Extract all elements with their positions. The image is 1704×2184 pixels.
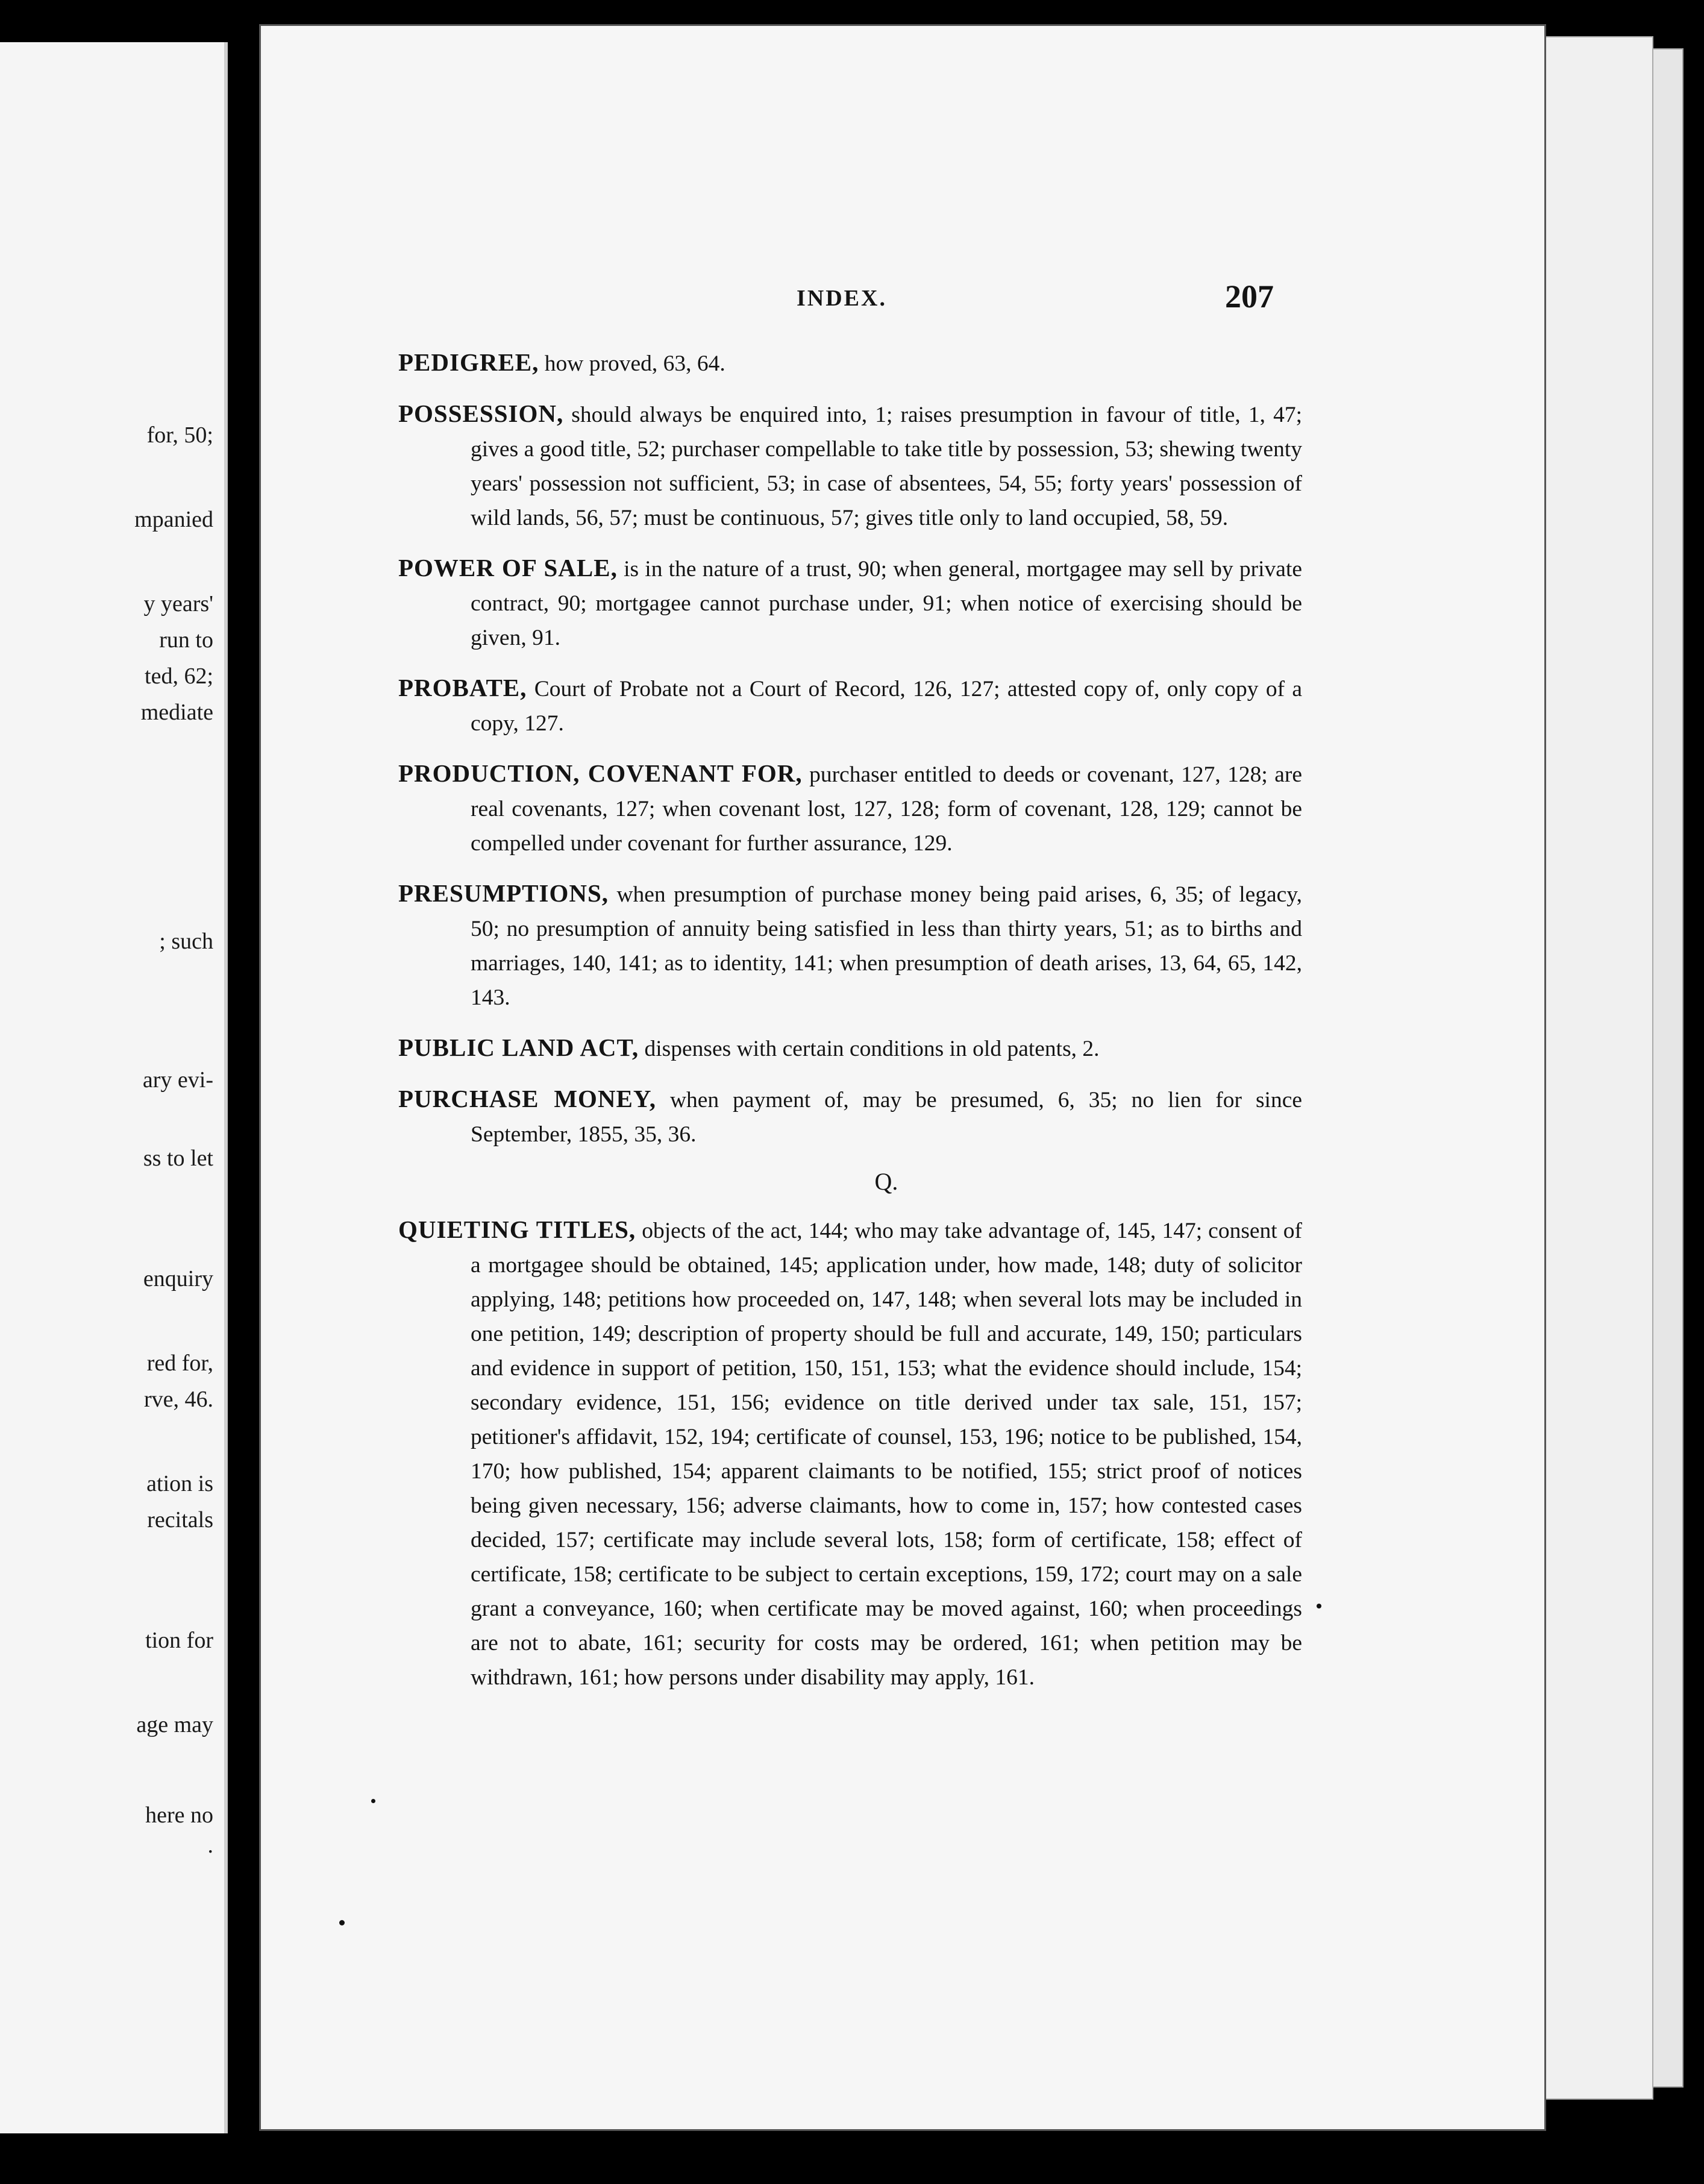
entry-headword: PRESUMPTIONS, xyxy=(398,879,609,907)
left-facing-page xyxy=(0,42,228,2133)
ink-speck xyxy=(371,1799,375,1803)
entry-text: dispenses with certain conditions in old patents, 2. xyxy=(644,1037,1100,1061)
index-entry xyxy=(398,551,1302,655)
page-header-title: INDEX. xyxy=(797,286,887,311)
entry-headword: POSSESSION, xyxy=(398,400,564,427)
entry-headword: PROBATE, xyxy=(398,674,527,701)
entry-headword: POWER OF SALE, xyxy=(398,554,618,582)
entry-text: when presumption of purchase money being paid arises, 6, 35; of legacy, 50; no presumption of annuity being satisfied in less than thirty years, 51; as to births and marriages, 140, 141; as to identity, 141; when presumption of death arises, 13, 64, 65, 142, 143. xyxy=(471,882,1302,1010)
left-page-text-fragment: mediate xyxy=(140,700,213,725)
entry-text: purchaser entitled to deeds or covenant, 127, 128; are real covenants, 127; when covenant lost, 127, 128; form of covenant, 128, 129; cannot be compelled under covenant for further assurance, 129. xyxy=(471,762,1303,856)
left-page-text-fragment: ss to let xyxy=(143,1146,213,1171)
index-entry xyxy=(398,397,1302,535)
entry-text: when payment of, may be presumed, 6, 35; no lien for since September, 1855, 35, 36. xyxy=(471,1088,1302,1147)
left-page-text-fragment: red for, xyxy=(146,1351,213,1376)
left-page-text-fragment: here no xyxy=(145,1803,213,1828)
entry-headword: PEDIGREE, xyxy=(398,348,539,376)
entry-text: objects of the act, 144; who may take advantage of, 145, 147; consent of a mortgagee should be obtained, 145; application under, how made, 148; duty of solicitor applying, 148; petitions how proceeded on, 147, 148; when several lots may be included in one petition, 149; description of property should be full and accurate, 149, 150; particulars and evidence in support of petition, 150, 151, 153; what the evidence should include, 154; secondary evidence, 151, 156; evidence on title derived under tax sale, 151, 157; petitioner's affidavit, 152, 194; certificate of counsel, 153, 196; notice to be published, 154, 170; how published, 154; apparent claimants to be notified, 155; strict proof of notices being given necessary, 156; adverse claimants, how to come in, 157; how contested cases decided, 157; certificate may include several lots, 158; form of certificate, 158; effect of certificate, 158; certificate to be subject to certain exceptions, 159, 172; court may on a sale grant a conveyance, 160; when certificate may be moved against, 160; when proceedings are not to abate, 161; security for costs may be ordered, 161; when petition may be withdrawn, 161; how persons under disability may apply, 161. xyxy=(471,1219,1302,1690)
entry-text: Court of Probate not a Court of Record, 126, 127; attested copy of, only copy of a copy, 127. xyxy=(471,677,1302,736)
entry-headword: PRODUCTION, COVENANT FOR, xyxy=(398,759,803,787)
left-page-text-fragment: y years' xyxy=(143,591,213,617)
left-page-text-fragment: ation is xyxy=(146,1471,213,1496)
left-page-text-fragment: ; such xyxy=(159,929,213,954)
index-entry xyxy=(398,756,1302,861)
entry-headword: PURCHASE MONEY, xyxy=(398,1085,656,1112)
left-page-text-fragment: rve, 46. xyxy=(143,1387,213,1412)
index-entry xyxy=(398,1031,1302,1066)
page-number: 207 xyxy=(1225,278,1274,315)
index-page xyxy=(259,24,1546,2131)
index-body xyxy=(398,345,1302,1710)
ink-speck xyxy=(1317,1604,1321,1608)
left-page-text-fragment: for, 50; xyxy=(146,422,213,448)
left-page-text-fragment: recitals xyxy=(147,1507,213,1533)
entry-headword: QUIETING TITLES, xyxy=(398,1216,636,1243)
index-entry xyxy=(398,671,1302,741)
left-page-text-fragment: . xyxy=(207,1833,213,1858)
left-page-text-fragment: tion for xyxy=(145,1628,213,1653)
left-page-text-fragment: ary evi- xyxy=(142,1067,213,1093)
entry-text: is in the nature of a trust, 90; when general, mortgagee may sell by private contract, 90; mortgagee cannot purchase under, 91; when notice of exercising should be given, 91. xyxy=(471,557,1303,650)
left-page-text-fragment: ted, 62; xyxy=(145,664,213,689)
left-page-text-fragment: run to xyxy=(159,627,213,653)
index-entry xyxy=(398,1082,1302,1152)
index-entry xyxy=(398,345,1302,381)
entry-headword: PUBLIC LAND ACT, xyxy=(398,1034,639,1061)
index-entry xyxy=(398,1213,1302,1695)
left-page-text-fragment: mpanied xyxy=(134,507,213,532)
section-letter-heading: Q. xyxy=(874,1168,898,1195)
ink-speck xyxy=(339,1920,345,1925)
running-head xyxy=(261,278,1544,321)
left-page-text-fragment: age may xyxy=(136,1712,213,1737)
entry-text: should always be enquired into, 1; raises presumption in favour of title, 1, 47; gives a good title, 52; purchaser compellable to take title by possession, 53; shewing twenty years' possession not sufficient, 53; in case of absentees, 54, 55; forty years' possession of wild lands, 56, 57; must be continuous, 57; gives title only to land occupied, 58, 59. xyxy=(471,403,1302,530)
entry-text: how proved, 63, 64. xyxy=(544,351,725,376)
left-page-text-fragment: enquiry xyxy=(143,1266,213,1291)
index-entry xyxy=(398,876,1302,1015)
